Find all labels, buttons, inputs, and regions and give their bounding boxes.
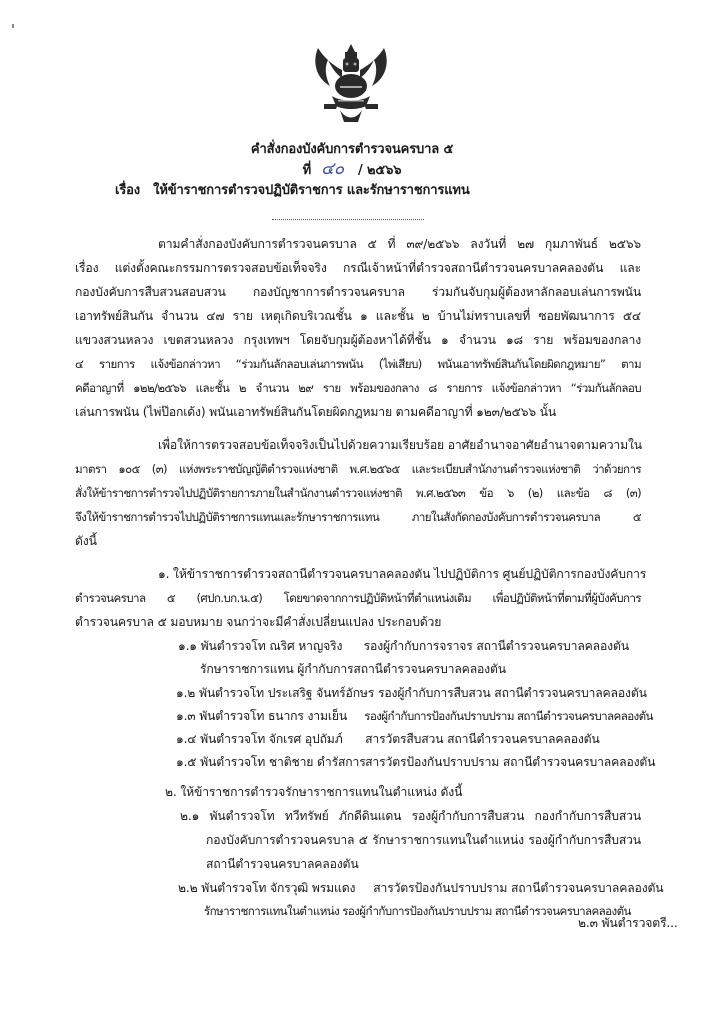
item2-heading: ๒. ให้ข้าราชการตำรวจรักษาราชการแทนในตำแหน่ง ดังนี้ xyxy=(165,785,463,799)
paragraph1-line: ๔ รายการ แจ้งข้อกล่าวหา “ร่วมกันลักลอบเล่นการพนัน (ไพ่เสียบ) พนันเอาทรัพย์สินกันโดยผิดกฎหมาย” ตาม xyxy=(75,357,641,371)
sub-number: ๑.๒ xyxy=(176,686,196,700)
item2-sub-1-cont: สถานีตำรวจนครบาลคลองตัน xyxy=(206,857,359,871)
item2-sub-1-cont: กองบังคับการตำรวจนครบาล ๕ รักษาราชการแทนในตำแหน่ง รองผู้กำกับการสืบสวน xyxy=(206,833,641,847)
sub-number: ๑.๓ xyxy=(176,709,196,723)
paragraph2-line: สั่งให้ข้าราชการตำรวจไปปฏิบัติรายการภายในสำนักงานตำรวจแห่งชาติ พ.ศ.๒๕๖๓ ข้อ ๖ (๒) และข้อ ๘ (๓) xyxy=(75,486,641,500)
officer-name: พันตำรวจโท ธนากร งามเย็น xyxy=(199,709,348,723)
item1-sub-3 xyxy=(176,708,653,724)
paragraph1-line: เรื่อง แต่งตั้งคณะกรรมการตรวจสอบข้อเท็จจริง กรณีเจ้าหน้าที่ตำรวจสถานีตำรวจนครบาลคลองตัน และ xyxy=(75,261,641,275)
order-subject xyxy=(115,183,470,199)
subject-label: เรื่อง xyxy=(115,183,140,198)
scan-speck xyxy=(12,24,14,28)
officer-position: รองผู้กำกับการจราจร สถานีตำรวจนครบาลคลองตัน xyxy=(363,639,629,653)
officer-position: รองผู้กำกับการสืบสวน สถานีตำรวจนครบาลคลองตัน xyxy=(377,686,647,700)
officer-position: สารวัตรป้องกันปราบปราม สถานีตำรวจนครบาลคลองตัน xyxy=(365,755,656,769)
sub-number: ๑.๔ xyxy=(176,732,197,746)
paragraph2-line: เพื่อให้การตรวจสอบข้อเท็จจริงเป็นไปด้วยความเรียบร้อย อาศัยอำนาจอาศัยอำนาจตามความใน xyxy=(158,438,642,452)
officer-text: พันตำรวจโท ทวีทรัพย์ ภักดีดินแดน รองผู้กำกับการสืบสวน กองกำกับการสืบสวน xyxy=(209,809,642,823)
officer-name: พันตำรวจโท จักรวุฒิ พรมแดง xyxy=(201,881,356,895)
sub-number: ๒.๒ xyxy=(178,881,198,895)
item2-sub-1 xyxy=(180,808,641,824)
order-number xyxy=(0,161,704,179)
paragraph1-line: แขวงสวนหลวง เขตสวนหลวง กรุงเทพฯ โดยจับกุมผู้ต้องหาได้ที่ชั้น ๑ จำนวน ๑๘ ราย พร้อมของกลาง xyxy=(75,333,641,347)
order-number-prefix: ที่ xyxy=(302,163,312,178)
sub-number: ๑.๕ xyxy=(176,755,197,769)
item1-line: ตำรวจนครบาล ๕ มอบหมาย จนกว่าจะมีคำสั่งเปลี่ยนแปลง ประกอบด้วย xyxy=(75,615,442,629)
officer-name: พันตำรวจโท ณริศ หาญจริง xyxy=(200,639,343,653)
officer-position: สารวัตรป้องกันปราบปราม สถานีตำรวจนครบาลคลองตัน xyxy=(373,881,664,895)
paragraph1-line: เอาทรัพย์สินกัน จำนวน ๔๗ ราย เหตุเกิดบริเวณชั้น ๑ และชั้น ๒ บ้านไม่ทราบเลขที่ ซอยพัฒนาการ ๕๔ xyxy=(75,309,641,323)
paragraph2-line: ดังนี้ xyxy=(75,534,97,548)
item1-line: ๑. ให้ข้าราชการตำรวจสถานีตำรวจนครบาลคลองตัน ไปปฏิบัติการ ศูนย์ปฏิบัติการกองบังคับการ xyxy=(158,567,647,581)
paragraph1-line: กองบังคับการสืบสวนสอบสวน กองบัญชาการตำรวจนครบาล ร่วมกันจับกุมผู้ต้องหาลักลอบเล่นการพนัน xyxy=(75,285,641,299)
item1-sub-1-cont: รักษาราชการแทน ผู้กำกับการสถานีตำรวจนครบาลคลองตัน xyxy=(200,662,506,676)
continuation-marker: ๒.๓ พันตำรวจตรี... xyxy=(578,916,678,930)
sub-number: ๒.๑ xyxy=(180,809,200,823)
officer-name: พันตำรวจโท ชาติชาย ดำรัสการ xyxy=(200,755,366,769)
item2-sub-2 xyxy=(178,880,663,896)
officer-name: พันตำรวจโท จักเรศ อุปถัมภ์ xyxy=(200,732,343,746)
garuda-emblem-icon xyxy=(310,40,392,125)
order-number-year: / ๒๕๖๖ xyxy=(358,163,402,178)
item1-sub-2 xyxy=(176,685,647,701)
item1-line: ตำรวจนครบาล ๕ (ศปก.บก.น.๕) โดยขาดจากการปฏิบัติหน้าที่ตำแหน่งเดิม เพื่อปฏิบัติหน้าที่ตามที่ผู้บังคับการ xyxy=(75,591,641,605)
order-number-handwritten: ๔๐ xyxy=(321,159,345,179)
paragraph1-line: เล่นการพนัน (ไพ่ป๊อกเด้ง) พนันเอาทรัพย์สินกันโดยผิดกฎหมาย ตามคดีอาญาที่ ๑๒๓/๒๕๖๖ นั้น xyxy=(75,405,557,419)
item1-sub-1 xyxy=(178,638,629,654)
divider-dotted-line xyxy=(272,219,424,220)
order-title: คำสั่งกองบังคับการตำรวจนครบาล ๕ xyxy=(250,142,454,157)
paragraph2-line: มาตรา ๑๐๕ (๓) แห่งพระราชบัญญัติตำรวจแห่งชาติ พ.ศ.๒๕๖๕ และระเบียบสำนักงานตำรวจแห่งชาติ ว่าด้วยการ xyxy=(75,462,641,476)
paragraph1-line: ตามคำสั่งกองบังคับการตำรวจนครบาล ๕ ที่ ๓๙/๒๕๖๖ ลงวันที่ ๒๗ กุมภาพันธ์ ๒๕๖๖ xyxy=(158,237,641,251)
officer-position: รองผู้กำกับการป้องกันปราบปราม สถานีตำรวจนครบาลคลองตัน xyxy=(364,709,653,723)
paragraph1-line: คดีอาญาที่ ๑๒๒/๒๕๖๖ และชั้น ๒ จำนวน ๒๙ ราย พร้อมของกลาง ๘ รายการ แจ้งข้อกล่าวหา “ร่วมกันลักลอบ xyxy=(75,381,641,395)
sub-number: ๑.๑ xyxy=(178,639,197,653)
item1-sub-5 xyxy=(176,754,655,770)
paragraph2-line: จึงให้ข้าราชการตำรวจไปปฏิบัติราชการแทนและรักษาราชการแทน ภายในสังกัดกองบังคับการตำรวจนครบาล ๕ xyxy=(75,510,641,524)
item2-sub-2-cont: รักษาราชการแทนในตำแหน่ง รองผู้กำกับการป้องกันปราบปราม สถานีตำรวจนครบาลคลองตัน xyxy=(204,904,631,918)
officer-position: สารวัตรสืบสวน สถานีตำรวจนครบาลคลองตัน xyxy=(365,732,600,746)
subject-text: ให้ข้าราชการตำรวจปฏิบัติราชการ และรักษาราชการแทน xyxy=(153,183,470,198)
officer-name: พันตำรวจโท ประเสริฐ จันทร์อักษร xyxy=(198,686,375,700)
item1-sub-4 xyxy=(176,731,600,747)
